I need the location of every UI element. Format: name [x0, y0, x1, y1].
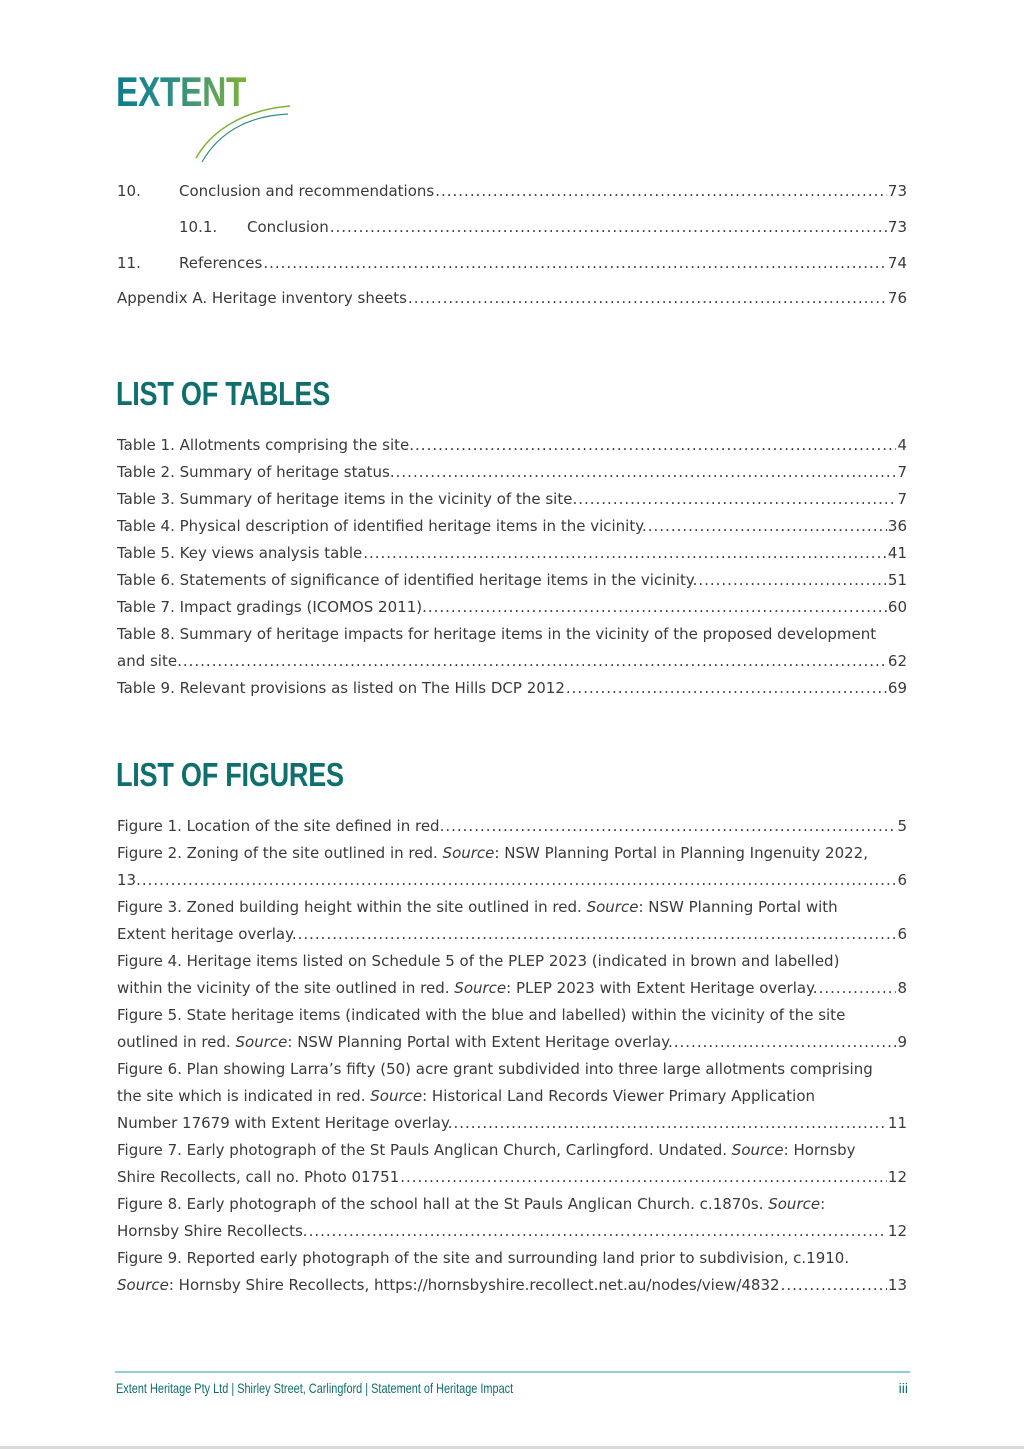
table-entry[interactable] — [117, 459, 907, 486]
toc-number: 10. — [117, 182, 141, 200]
leader-dots — [578, 486, 896, 513]
leader-dots — [435, 178, 887, 205]
toc-label: Conclusion and recommendations — [179, 182, 435, 200]
entry-label: Figure 8. Early photograph of the school hall at the St Pauls Anglican Church. c.1870s. Source: — [117, 1195, 826, 1213]
leader-dots — [142, 867, 897, 894]
table-entry[interactable] — [117, 594, 907, 621]
leader-dots — [396, 459, 897, 486]
entry-page: 7 — [897, 463, 907, 481]
table-entry[interactable] — [117, 648, 907, 675]
footer-page-number: iii — [898, 1380, 908, 1396]
entry-label: Table 7. Impact gradings (ICOMOS 2011). — [117, 598, 427, 616]
entry-label: Figure 1. Location of the site defined in red. — [117, 817, 445, 835]
leader-dots — [263, 250, 887, 277]
entry-page: 60 — [887, 598, 907, 616]
entry-label: Source: Hornsby Shire Recollects, https://hornsbyshire.recollect.net.au/nodes/view/4832 — [117, 1276, 780, 1294]
leader-dots — [819, 975, 897, 1002]
toc-page: 76 — [887, 289, 907, 307]
toc-number: 10.1. — [179, 218, 218, 236]
entry-page: 12 — [887, 1168, 907, 1186]
entry-page: 6 — [897, 925, 907, 943]
toc-page: 73 — [887, 218, 907, 236]
entry-page: 6 — [897, 871, 907, 889]
figure-entry[interactable] — [117, 813, 907, 840]
entry-label: Figure 3. Zoned building height within the site outlined in red. Source: NSW Planning Portal with — [117, 898, 838, 916]
leader-dots — [309, 1218, 887, 1245]
entry-label: Table 3. Summary of heritage items in the vicinity of the site. — [117, 490, 578, 508]
footer-text: Extent Heritage Pty Ltd | Shirley Street, Carlingford | Statement of Heritage Impact — [116, 1380, 514, 1396]
entry-label: Figure 7. Early photograph of the St Pauls Anglican Church, Carlingford. Undated. Source: Hornsby — [117, 1141, 856, 1159]
list-of-tables-heading: LIST OF TABLES — [116, 375, 331, 412]
toc-entry[interactable] — [117, 178, 907, 205]
entry-page: 36 — [887, 517, 907, 535]
entry-page: 12 — [887, 1222, 907, 1240]
extent-logo — [116, 66, 286, 162]
figure-entry-line[interactable] — [117, 1191, 907, 1218]
figure-entry[interactable] — [117, 1218, 907, 1245]
entry-label: and site. — [117, 652, 182, 670]
leader-dots — [408, 285, 887, 312]
entry-label: Figure 6. Plan showing Larra’s fifty (50) acre grant subdivided into three large allotments comprising — [117, 1060, 873, 1078]
leader-dots — [781, 1272, 887, 1299]
table-entry[interactable] — [117, 486, 907, 513]
footer-divider — [115, 1371, 910, 1373]
figure-entry[interactable] — [117, 975, 907, 1002]
entry-label: 13. — [117, 871, 141, 889]
entry-label: Table 2. Summary of heritage status. — [117, 463, 395, 481]
entry-label: Figure 2. Zoning of the site outlined in red. Source: NSW Planning Portal in Planning Ingenuity 2022, — [117, 844, 868, 862]
leader-dots — [330, 214, 887, 241]
figure-entry-line[interactable] — [117, 948, 907, 975]
entry-label: Extent heritage overlay. — [117, 925, 297, 943]
leader-dots — [428, 594, 887, 621]
entry-label: Shire Recollects, call no. Photo 01751 — [117, 1168, 400, 1186]
entry-page: 5 — [897, 817, 907, 835]
toc-number: 11. — [117, 254, 141, 272]
entry-label: within the vicinity of the site outlined in red. Source: PLEP 2023 with Extent Heritage overlay. — [117, 979, 818, 997]
table-entry[interactable] — [117, 513, 907, 540]
toc-page: 73 — [887, 182, 907, 200]
entry-page: 4 — [897, 436, 907, 454]
entry-label: Number 17679 with Extent Heritage overlay. — [117, 1114, 453, 1132]
entry-page: 69 — [887, 679, 907, 697]
toc-page: 74 — [887, 254, 907, 272]
logo-swoosh-icon — [192, 96, 292, 166]
entry-label: Table 6. Statements of significance of identified heritage items in the vicinity. — [117, 571, 698, 589]
entry-page: 7 — [897, 490, 907, 508]
logo-wordmark: EXTENT — [116, 68, 247, 115]
entry-label: Table 4. Physical description of identified heritage items in the vicinity. — [117, 517, 647, 535]
entry-page: 41 — [887, 544, 907, 562]
entry-page: 8 — [897, 979, 907, 997]
entry-label: Table 9. Relevant provisions as listed on The Hills DCP 2012 — [117, 679, 565, 697]
figure-entry[interactable] — [117, 921, 907, 948]
leader-dots — [648, 513, 887, 540]
entry-page: 51 — [887, 571, 907, 589]
figure-entry[interactable] — [117, 1110, 907, 1137]
figure-entry-line[interactable] — [117, 1083, 907, 1110]
figure-entry[interactable] — [117, 1029, 907, 1056]
figure-entry-line[interactable] — [117, 894, 907, 921]
figure-entry-line[interactable] — [117, 1056, 907, 1083]
figure-entry-line[interactable] — [117, 1002, 907, 1029]
toc-label: Conclusion — [247, 218, 329, 236]
table-entry[interactable] — [117, 540, 907, 567]
entry-label: Figure 9. Reported early photograph of the site and surrounding land prior to subdivision, c.1910. — [117, 1249, 850, 1267]
toc-label: Appendix A. Heritage inventory sheets — [117, 289, 407, 307]
entry-page: 62 — [887, 652, 907, 670]
entry-page: 13 — [887, 1276, 907, 1294]
leader-dots — [698, 567, 887, 594]
table-entry-line[interactable] — [117, 621, 907, 648]
entry-label: Figure 4. Heritage items listed on Schedule 5 of the PLEP 2023 (indicated in brown and labelled) — [117, 952, 840, 970]
entry-label: Table 1. Allotments comprising the site. — [117, 436, 415, 454]
leader-dots — [363, 540, 887, 567]
entry-label: Table 8. Summary of heritage impacts for heritage items in the vicinity of the proposed development — [117, 625, 877, 643]
entry-label: Hornsby Shire Recollects. — [117, 1222, 308, 1240]
leader-dots — [566, 675, 887, 702]
entry-label: outlined in red. Source: NSW Planning Portal with Extent Heritage overlay. — [117, 1033, 673, 1051]
table-entry[interactable] — [117, 675, 907, 702]
entry-label: Table 5. Key views analysis table — [117, 544, 363, 562]
leader-dots — [183, 648, 887, 675]
figure-entry-line[interactable] — [117, 1137, 907, 1164]
toc-label: References — [179, 254, 263, 272]
entry-page: 11 — [887, 1114, 907, 1132]
figure-entry[interactable] — [117, 867, 907, 894]
leader-dots — [298, 921, 897, 948]
toc-entry[interactable] — [179, 214, 907, 241]
figure-entry-line[interactable] — [117, 840, 907, 867]
leader-dots — [400, 1164, 887, 1191]
figure-entry-line[interactable] — [117, 1245, 907, 1272]
entry-page: 9 — [897, 1033, 907, 1051]
figure-entry[interactable] — [117, 1164, 907, 1191]
table-entry[interactable] — [117, 567, 907, 594]
leader-dots — [415, 432, 896, 459]
figure-entry[interactable] — [117, 1272, 907, 1299]
table-entry[interactable] — [117, 432, 907, 459]
entry-label: the site which is indicated in red. Source: Historical Land Records Viewer Primary Application — [117, 1087, 816, 1105]
leader-dots — [453, 1110, 886, 1137]
toc-entry[interactable] — [117, 285, 907, 312]
leader-dots — [445, 813, 896, 840]
toc-entry[interactable] — [117, 250, 907, 277]
entry-label: Figure 5. State heritage items (indicated with the blue and labelled) within the vicinity of the site — [117, 1006, 846, 1024]
list-of-figures-heading: LIST OF FIGURES — [116, 756, 344, 793]
leader-dots — [674, 1029, 897, 1056]
